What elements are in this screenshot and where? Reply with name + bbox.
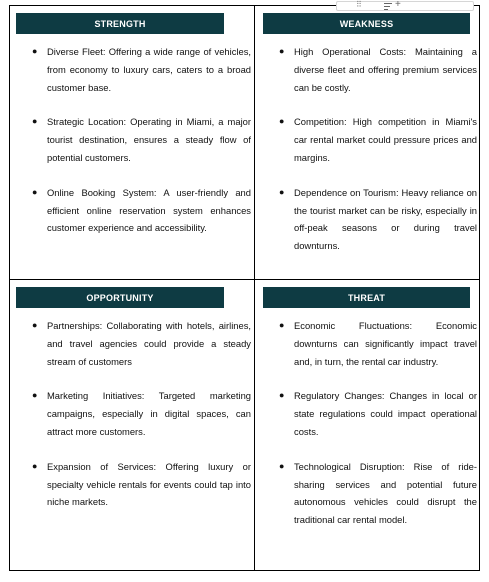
list-item: ● Regulatory Changes: Changes in local or state regulations could impact operational costs.	[279, 390, 477, 437]
row-divider	[9, 279, 480, 280]
list-item: ● Competition: High competition in Miami's car rental market could pressure prices and margins.	[279, 116, 477, 163]
weakness-title: WEAKNESS	[339, 18, 394, 29]
opportunity-list	[32, 317, 251, 511]
weakness-list	[279, 43, 477, 255]
list-item: ● Online Booking System: A user-friendly and efficient online reservation system enhances customer experience and accessibility.	[32, 186, 251, 234]
threat-title: THREAT	[347, 292, 386, 303]
strength-header	[16, 13, 224, 34]
strength-title: STRENGTH	[94, 18, 146, 29]
format-lines-icon[interactable]	[384, 3, 392, 10]
opportunity-title: OPPORTUNITY	[86, 292, 154, 303]
list-item: ● Marketing Initiatives: Targeted marketing campaigns, especially in digital spaces, can attract more customers.	[32, 390, 251, 437]
strength-list	[32, 43, 251, 237]
weakness-header	[263, 13, 470, 34]
list-item: ● Expansion of Services: Offering luxury or specialty vehicle rentals for events could tap into niche markets.	[32, 460, 251, 508]
plus-icon[interactable]: +	[395, 0, 401, 10]
threat-header	[263, 287, 470, 308]
list-item: ● Dependence on Tourism: Heavy reliance on the tourist market can be risky, especially in off-peak seasons or during travel downturns.	[279, 186, 477, 252]
opportunity-header	[16, 287, 224, 308]
list-item: ● High Operational Costs: Maintaining a diverse fleet and offering premium services can be costly.	[279, 46, 477, 93]
drag-handle-icon[interactable]: ⠿	[356, 0, 362, 9]
floating-table-toolbar	[336, 1, 474, 11]
threat-list	[279, 317, 477, 529]
list-item: ● Diverse Fleet: Offering a wide range of vehicles, from economy to luxury cars, caters to a broad customer base.	[32, 46, 251, 93]
list-item: ● Economic Fluctuations: Economic downturns can significantly impact travel and, in turn, the rental car industry.	[279, 320, 477, 367]
column-divider	[254, 5, 255, 571]
list-item: ● Partnerships: Collaborating with hotels, airlines, and travel agencies could provide a steady stream of customers	[32, 320, 251, 367]
list-item: ● Strategic Location: Operating in Miami, a major tourist destination, ensures a steady flow of potential customers.	[32, 116, 251, 163]
list-item: ● Technological Disruption: Rise of ride-sharing services and potential future autonomous vehicles could disrupt the traditional car rental model.	[279, 460, 477, 526]
